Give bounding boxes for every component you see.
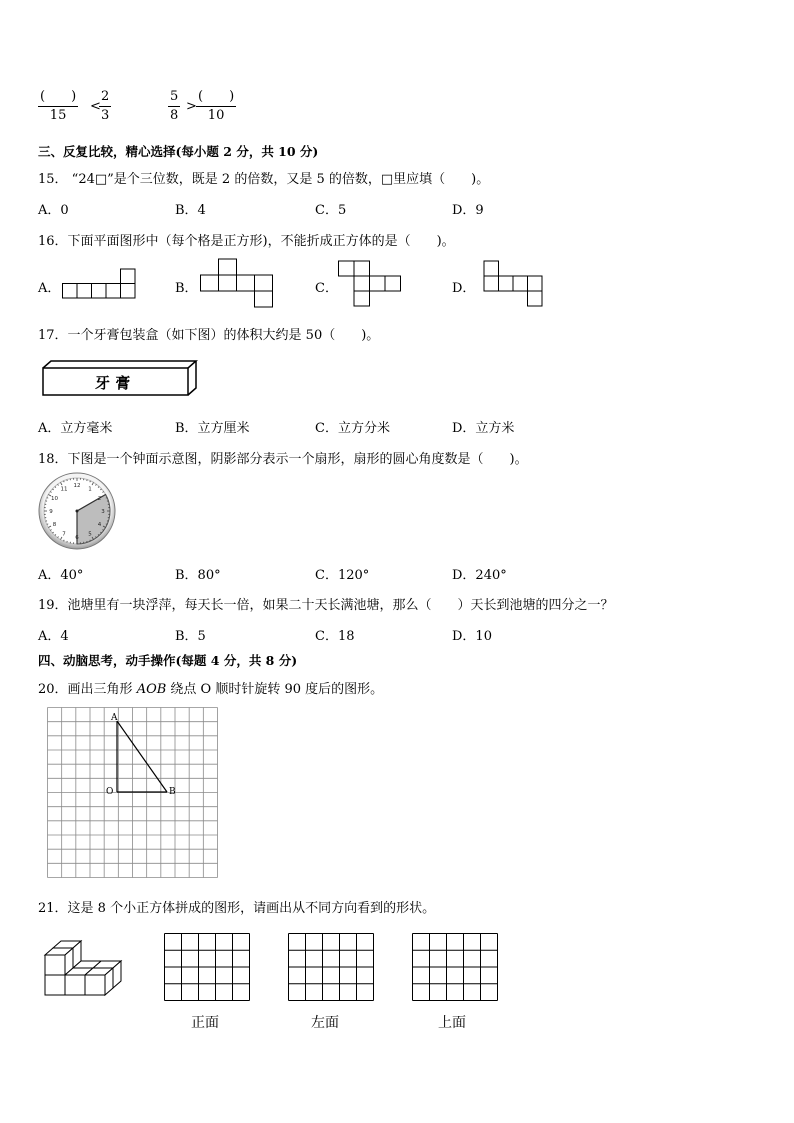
clock-face-figure	[38, 472, 118, 552]
net-d-figure	[483, 260, 545, 308]
q19-option-d[interactable]: D．10	[452, 629, 492, 644]
fraction-blank-over-15: ( ) 15	[40, 89, 77, 123]
point-b-label: B	[169, 787, 176, 797]
top-view-grid[interactable]	[412, 933, 499, 1002]
clock-number: 9	[49, 509, 53, 515]
clock-number: 4	[97, 522, 102, 528]
q15-option-c[interactable]: C．5	[315, 203, 347, 218]
clock-number: 5	[88, 531, 92, 538]
less-than-sign: <	[90, 99, 101, 114]
front-view-grid[interactable]	[164, 933, 251, 1002]
q19-option-c[interactable]: C．18	[315, 629, 355, 644]
clock-number: 7	[62, 531, 66, 538]
clock-number: 6	[75, 535, 79, 541]
net-a-figure	[62, 268, 138, 300]
left-view-label: 左面	[311, 1015, 339, 1031]
section-3-title: 三、反复比较，精心选择(每小题 2 分，共 10 分)	[38, 144, 319, 159]
toothpaste-box-label: 牙 膏	[95, 374, 131, 392]
q16-option-c[interactable]: C．	[315, 281, 338, 296]
rotation-grid	[47, 707, 219, 879]
clock-number: 11	[60, 486, 68, 493]
q18-option-b[interactable]: B．80°	[175, 568, 221, 583]
question-15: 15． “24□”是个三位数，既是 2 的倍数，又是 5 的倍数，□里应填（ )。	[38, 172, 490, 187]
q15-option-d[interactable]: D．9	[452, 203, 484, 218]
question-18: 18．下图是一个钟面示意图，阴影部分表示一个扇形，扇形的圆心角度数是（ )。	[38, 452, 528, 467]
q17-option-d[interactable]: D．立方米	[452, 421, 515, 436]
net-b-figure	[200, 258, 275, 308]
q18-option-c[interactable]: C．120°	[315, 568, 370, 583]
clock-number: 2	[97, 496, 102, 502]
clock-number: 8	[52, 522, 57, 528]
q19-option-b[interactable]: B．5	[175, 629, 206, 644]
q18-option-a[interactable]: A．40°	[38, 568, 84, 583]
q18-option-d[interactable]: D．240°	[452, 568, 507, 583]
q17-option-a[interactable]: A．立方毫米	[38, 421, 113, 436]
fraction-2-3: 2 3	[101, 89, 110, 123]
clock-number: 3	[101, 509, 105, 515]
question-16: 16．下面平面图形中（每个格是正方形)，不能折成正方体的是（ )。	[38, 234, 455, 249]
question-20: 20．画出三角形 AOB 绕点 O 顺时针旋转 90 度后的图形。	[38, 682, 384, 697]
q17-option-b[interactable]: B．立方厘米	[175, 421, 250, 436]
point-o-label: O	[106, 787, 114, 797]
triangle-aob	[117, 721, 167, 792]
question-19: 19．池塘里有一块浮萍，每天长一倍，如果二十天长满池塘，那么（ ）天长到池塘的四分之一？	[38, 598, 614, 613]
point-a-label: A	[111, 713, 118, 723]
clock-number: 12	[73, 483, 81, 489]
clock-number: 10	[50, 496, 58, 502]
top-view-label: 上面	[438, 1015, 466, 1031]
question-17: 17．一个牙膏包装盒（如下图）的体积大约是 50（ )。	[38, 328, 380, 343]
q15-option-a[interactable]: A．0	[38, 203, 69, 218]
section-4-title: 四、动脑思考，动手操作(每题 4 分，共 8 分)	[38, 653, 298, 668]
q17-option-c[interactable]: C．立方分米	[315, 421, 390, 436]
q16-option-b[interactable]: B．	[175, 281, 198, 296]
fraction-blank-over-10: ( ) 10	[198, 89, 235, 123]
cube-stack-figure	[44, 938, 124, 996]
left-view-grid[interactable]	[288, 933, 375, 1002]
fraction-5-8: 5 8	[170, 89, 179, 123]
clock-number: 1	[88, 486, 92, 493]
question-21: 21．这是 8 个小正方体拼成的图形，请画出从不同方向看到的形状。	[38, 901, 436, 916]
q16-option-d[interactable]: D．	[452, 281, 476, 296]
net-c-figure	[338, 260, 404, 308]
q19-option-a[interactable]: A．4	[38, 629, 69, 644]
q16-option-a[interactable]: A．	[38, 281, 61, 296]
q15-option-b[interactable]: B．4	[175, 203, 206, 218]
front-view-label: 正面	[191, 1015, 219, 1031]
greater-than-sign: >	[186, 99, 197, 114]
